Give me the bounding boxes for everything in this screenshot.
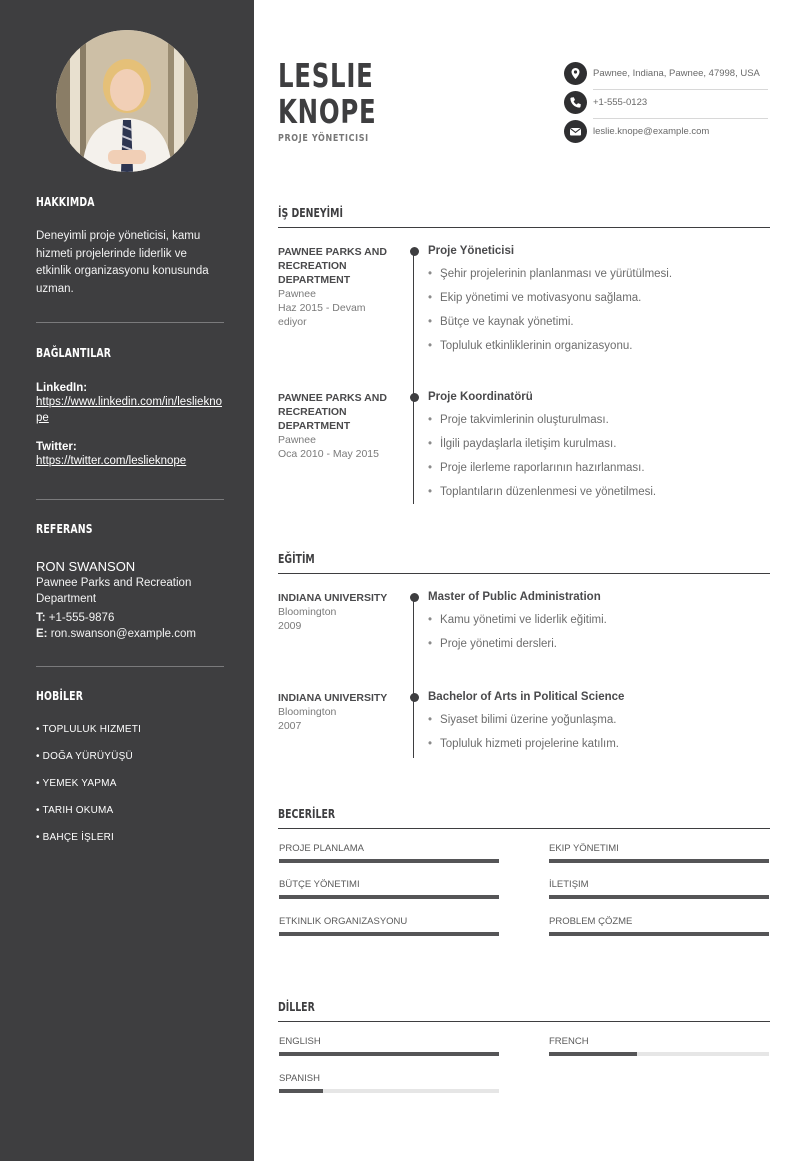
education-title-text: EĞİTİM: [278, 552, 315, 566]
reference-name: RON SWANSON: [36, 559, 136, 574]
experience-role: Proje Koordinatörü: [428, 391, 533, 403]
language-item: [279, 1073, 499, 1086]
skill-name: PROJE PLANLAMA: [279, 843, 364, 854]
reference-email-row: [36, 626, 224, 642]
section-rule: [278, 1021, 770, 1022]
skill-name: ETKINLIK ORGANIZASYONU: [279, 916, 408, 927]
reference-phone: +1-555-9876: [48, 612, 115, 624]
linkedin-label: LinkedIn:: [36, 382, 88, 394]
education-degree: Bachelor of Arts in Political Science: [428, 691, 625, 703]
avatar: [56, 30, 198, 172]
about-section: [36, 195, 224, 298]
divider: [36, 322, 224, 323]
reference-section: [36, 522, 224, 642]
about-title: HAKKIMDA: [36, 195, 95, 209]
first-name: LESLIE: [278, 56, 374, 95]
full-name: [278, 58, 376, 130]
experience-org-block: [278, 245, 396, 329]
education-bullet: • Topluluk hizmeti projelerine katılım.: [428, 738, 768, 762]
about-text: Deneyimli proje yöneticisi, kamu hizmeti projelerinde liderlik ve etkinlik organizasyonu konusunda uzman.: [36, 230, 209, 295]
education-degree: Master of Public Administration: [428, 591, 601, 603]
experience-bullet: • Proje ilerleme raporlarının hazırlanması.: [428, 462, 768, 486]
education-dates: 2009: [278, 620, 302, 632]
experience-timeline: [413, 250, 414, 504]
experience-bullet: • Şehir projelerinin planlanması ve yürütülmesi.: [428, 268, 768, 292]
skill-bar-fill: [279, 932, 499, 936]
language-name: SPANISH: [279, 1073, 321, 1084]
address-text: Pawnee, Indiana, Pawnee, 47998, USA: [593, 68, 760, 79]
links-title: BAĞLANTILAR: [36, 346, 112, 360]
hobby-item: • TARIH OKUMA: [36, 805, 114, 816]
language-item: [279, 1036, 499, 1049]
language-item: [549, 1036, 769, 1049]
skill-bar: [279, 895, 499, 899]
skill-item: [279, 879, 499, 892]
experience-location: Pawnee: [278, 434, 316, 446]
experience-bullet: • Bütçe ve kaynak yönetimi.: [428, 316, 768, 340]
divider: [593, 118, 768, 119]
languages-title-text: DİLLER: [278, 1000, 315, 1014]
experience-bullet: • Topluluk etkinliklerinin organizasyonu.: [428, 340, 768, 364]
divider: [593, 89, 768, 90]
timeline-dot: [410, 393, 419, 402]
experience-details: [428, 245, 768, 364]
skills-title: [278, 807, 770, 821]
experience-bullet: • Toplantıların düzenlenmesi ve yönetilmesi.: [428, 486, 768, 510]
skill-bar: [549, 859, 769, 863]
reference-email-label: E:: [36, 628, 48, 640]
reference-phone-label: T:: [36, 612, 46, 624]
experience-bullet: • Proje takvimlerinin oluşturulması.: [428, 414, 768, 438]
hobbies-list: [36, 724, 224, 859]
skill-bar-fill: [279, 859, 499, 863]
hobby-item: • YEMEK YAPMA: [36, 778, 117, 789]
section-rule: [278, 227, 770, 228]
divider: [36, 499, 224, 500]
phone-icon: [564, 91, 587, 114]
contact-address: [564, 62, 770, 91]
twitter-label: Twitter:: [36, 441, 77, 453]
divider: [36, 666, 224, 667]
experience-title: [278, 206, 770, 220]
language-bar: [549, 1052, 769, 1056]
email-text[interactable]: leslie.knope@example.com: [593, 126, 710, 137]
skill-bar: [279, 932, 499, 936]
linkedin-link[interactable]: https://www.linkedin.com/in/leslieknope: [36, 396, 222, 424]
hobby-item: • DOĞA YÜRÜYÜŞÜ: [36, 751, 133, 762]
reference-email: ron.swanson@example.com: [50, 628, 196, 640]
education-bullet: • Proje yönetimi dersleri.: [428, 638, 768, 662]
language-bar: [279, 1052, 499, 1056]
language-bar-fill: [279, 1089, 323, 1093]
education-bullet: • Kamu yönetimi ve liderlik eğitimi.: [428, 614, 768, 638]
education-org-block: [278, 591, 396, 633]
section-rule: [278, 573, 770, 574]
hobbies-title: HOBİLER: [36, 689, 84, 703]
contact-phone: [564, 91, 770, 120]
education-dates: 2007: [278, 720, 302, 732]
reference-org: Pawnee Parks and Recreation Department: [36, 577, 192, 605]
timeline-dot: [410, 247, 419, 256]
language-bar-fill: [549, 1052, 637, 1056]
skill-name: BÜTÇE YÖNETIMI: [279, 879, 360, 890]
language-bar-fill: [279, 1052, 499, 1056]
education-location: Bloomington: [278, 706, 337, 718]
skill-bar-fill: [549, 859, 769, 863]
links-section: [36, 346, 224, 469]
education-timeline: [413, 596, 414, 758]
skill-item: [279, 843, 499, 856]
timeline-dot: [410, 693, 419, 702]
skill-bar-fill: [549, 895, 769, 899]
experience-bullet: • İlgili paydaşlarla iletişim kurulması.: [428, 438, 768, 462]
skill-bar: [549, 932, 769, 936]
timeline-dot: [410, 593, 419, 602]
hobbies-section: [36, 689, 224, 859]
last-name: KNOPE: [278, 92, 377, 131]
experience-location: Pawnee: [278, 288, 316, 300]
experience-role: Proje Yöneticisi: [428, 245, 515, 257]
experience-bullet: • Ekip yönetimi ve motivasyonu sağlama.: [428, 292, 768, 316]
twitter-link[interactable]: https://twitter.com/leslieknope: [36, 455, 187, 467]
skill-bar-fill: [549, 932, 769, 936]
education-org-block: [278, 691, 396, 733]
language-bar: [279, 1089, 499, 1093]
experience-dates: Haz 2015 - Devam ediyor: [278, 302, 366, 328]
reference-phone-row: [36, 610, 224, 626]
contact-email: [564, 120, 770, 149]
skill-item: [549, 879, 769, 892]
education-org: INDIANA UNIVERSITY: [278, 692, 388, 704]
hobby-item: • TOPLULUK HIZMETI: [36, 724, 142, 735]
skill-item: [549, 916, 769, 929]
education-location: Bloomington: [278, 606, 337, 618]
skill-name: İLETIŞIM: [549, 879, 589, 890]
skill-item: [279, 916, 499, 929]
skill-name: EKIP YÖNETIMI: [549, 843, 619, 854]
experience-details: [428, 391, 768, 510]
education-title: [278, 552, 770, 566]
education-details: [428, 691, 768, 762]
email-icon: [564, 120, 587, 143]
sidebar: [0, 0, 254, 1161]
location-icon: [564, 62, 587, 85]
skill-bar-fill: [279, 895, 499, 899]
education-org: INDIANA UNIVERSITY: [278, 592, 388, 604]
language-name: FRENCH: [549, 1036, 589, 1047]
experience-dates: Oca 2010 - May 2015: [278, 448, 379, 460]
experience-title-text: İŞ DENEYİMİ: [278, 206, 343, 220]
language-name: ENGLISH: [279, 1036, 321, 1047]
job-title: PROJE YÖNETICISI: [278, 133, 369, 144]
skill-bar: [549, 895, 769, 899]
reference-title: REFERANS: [36, 522, 93, 536]
education-details: [428, 591, 768, 662]
hobby-item: • BAHÇE İŞLERI: [36, 832, 114, 843]
languages-title: [278, 1000, 770, 1014]
profile-photo: [56, 30, 198, 172]
skill-bar: [279, 859, 499, 863]
experience-org-block: [278, 391, 396, 461]
skills-title-text: BECERİLER: [278, 807, 336, 821]
skill-name: PROBLEM ÇÖZME: [549, 916, 633, 927]
section-rule: [278, 828, 770, 829]
education-bullet: • Siyaset bilimi üzerine yoğunlaşma.: [428, 714, 768, 738]
skill-item: [549, 843, 769, 856]
experience-org: PAWNEE PARKS AND RECREATION DEPARTMENT: [278, 246, 387, 286]
experience-org: PAWNEE PARKS AND RECREATION DEPARTMENT: [278, 392, 387, 432]
phone-text[interactable]: +1-555-0123: [593, 97, 648, 108]
